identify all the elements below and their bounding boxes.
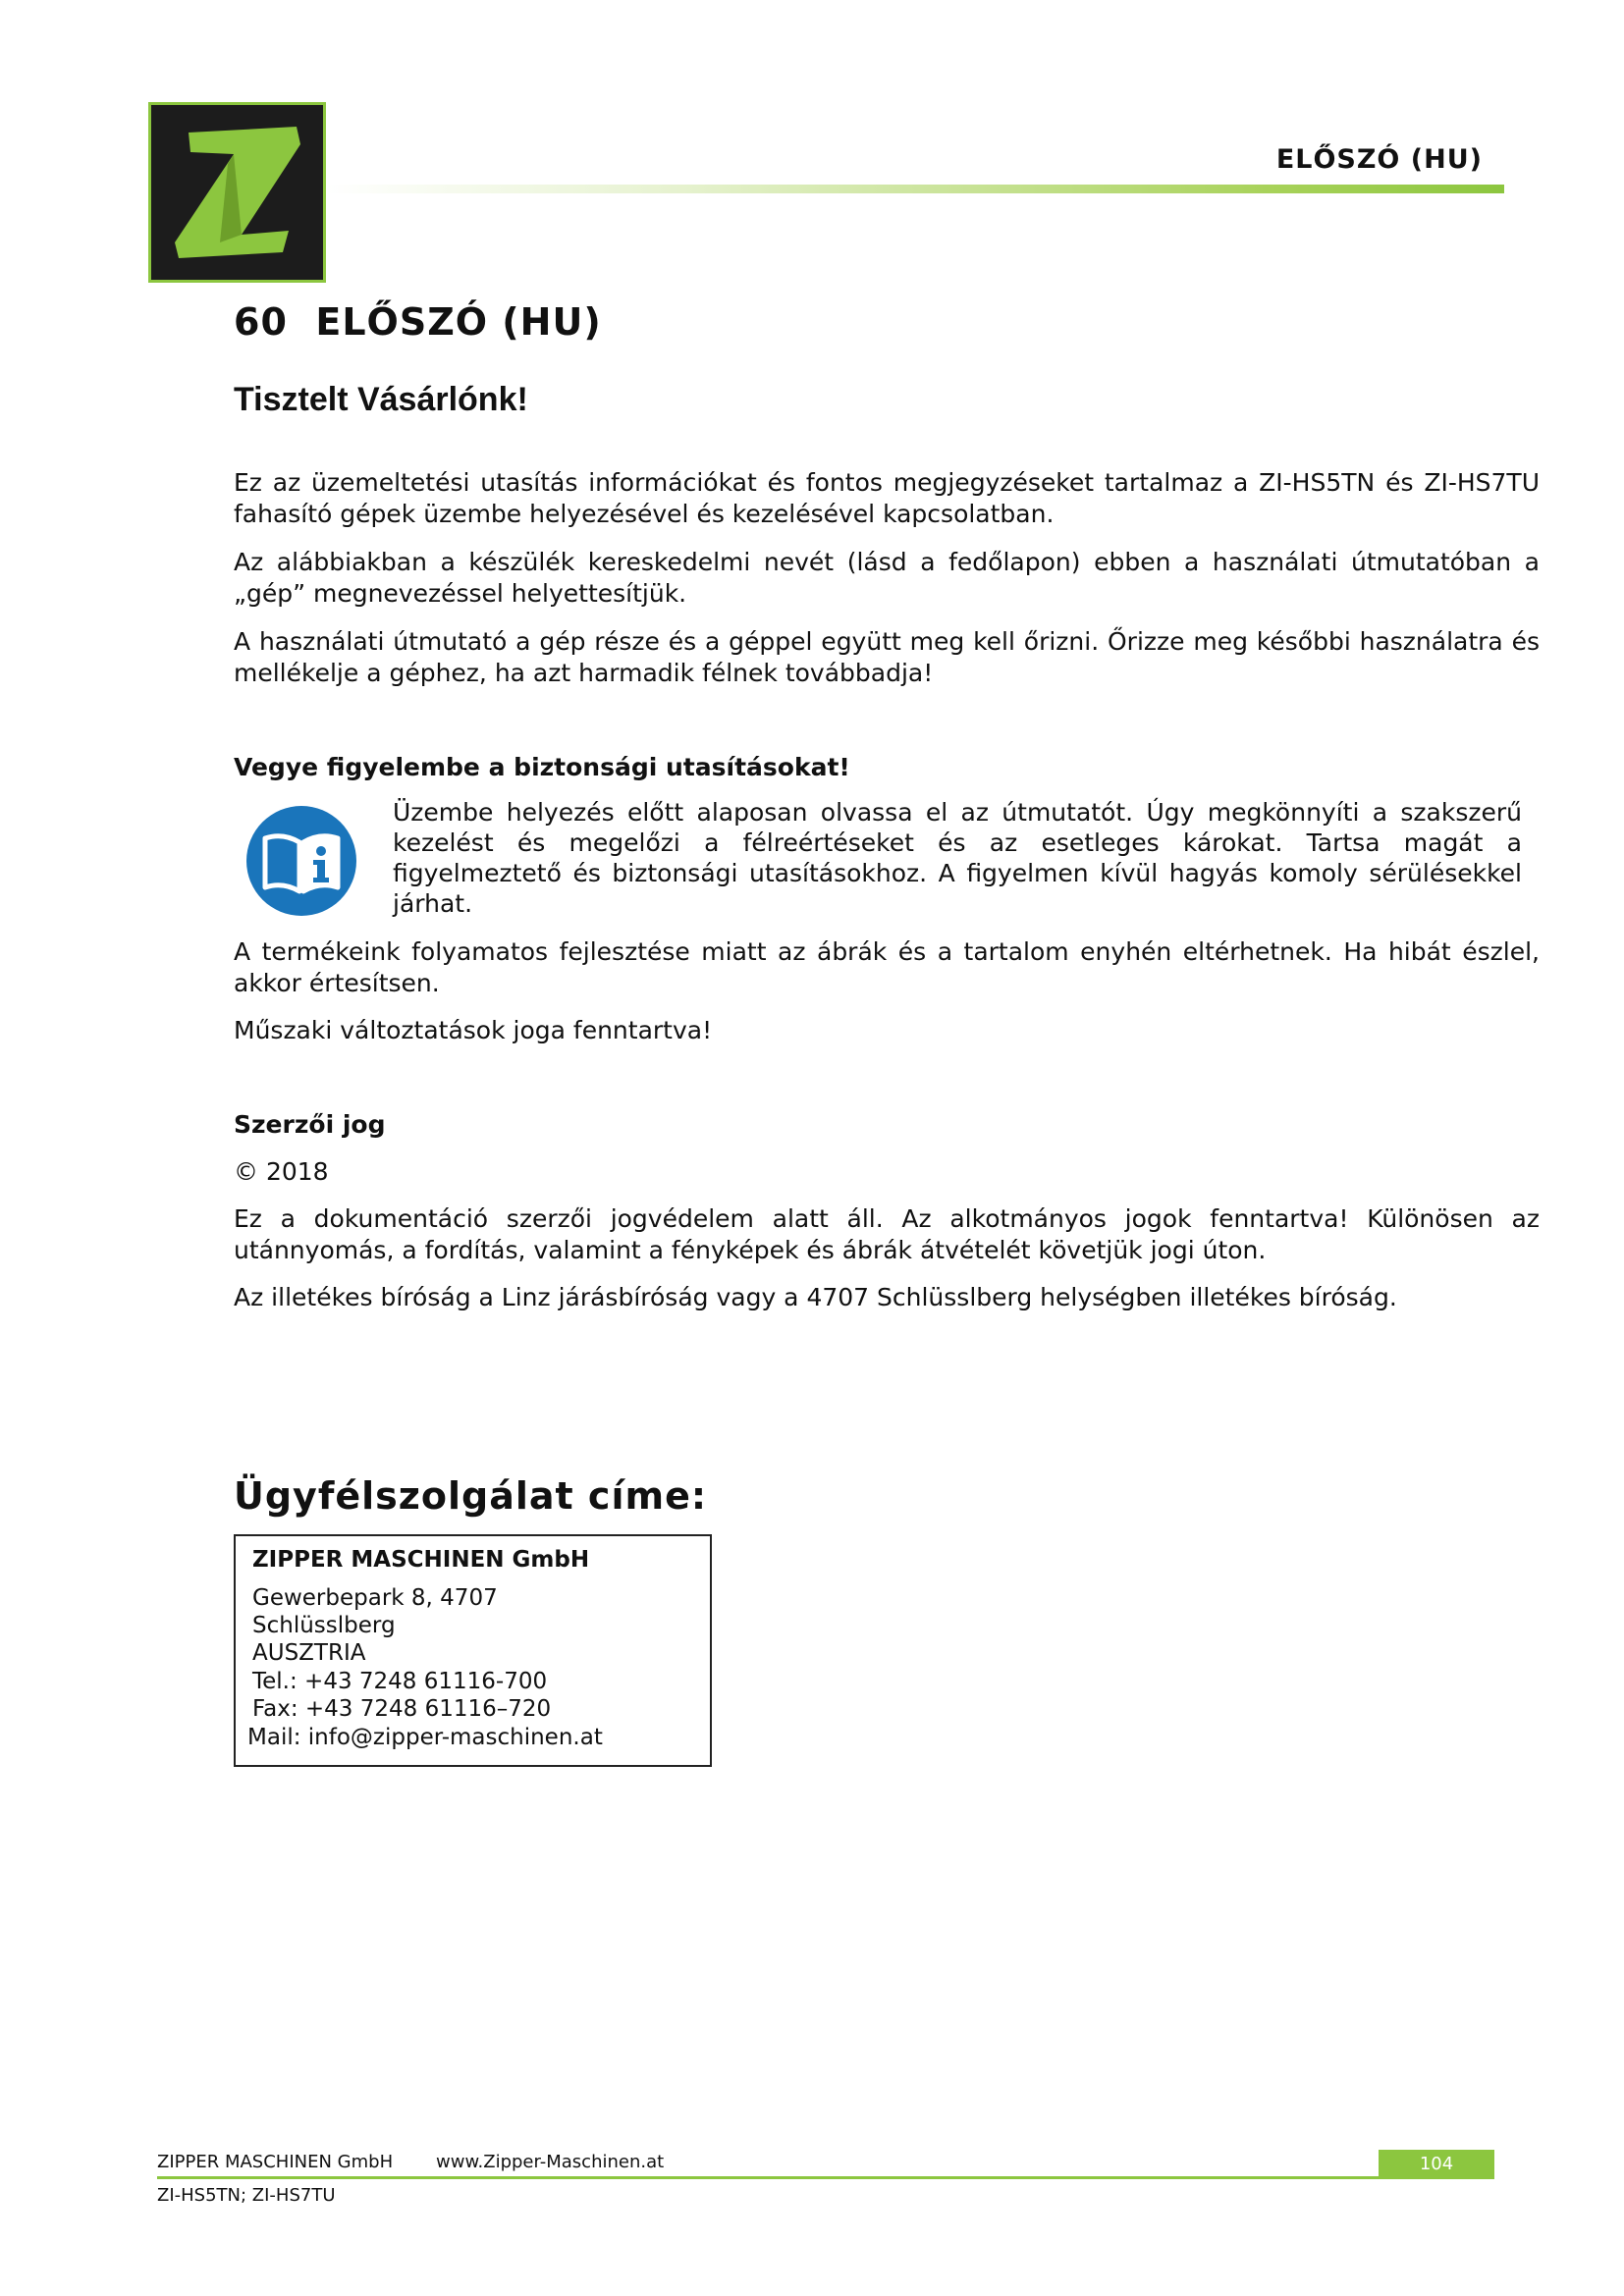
safety-heading: Vegye figyelembe a biztonsági utasításokat! bbox=[234, 753, 850, 781]
copyright-year: © 2018 bbox=[234, 1157, 329, 1186]
section-number: 60 bbox=[234, 300, 288, 344]
footer-website[interactable]: www.Zipper-Maschinen.at bbox=[436, 2152, 665, 2172]
intro-paragraph: Az alábbiakban a készülék kereskedelmi nevét (lásd a fedőlapon) ebben a használati útmutatóban a „gép” megnevezéssel helyettesítjük. bbox=[234, 548, 1540, 608]
section-heading bbox=[234, 300, 602, 344]
contact-phone: Tel.: +43 7248 61116-700 bbox=[252, 1669, 548, 1694]
header-rule bbox=[326, 185, 1504, 193]
section-title: ELŐSZÓ (HU) bbox=[315, 300, 602, 344]
contact-heading: Ügyfélszolgálat címe: bbox=[234, 1474, 708, 1518]
manual-info-icon bbox=[245, 805, 357, 917]
header-title: ELŐSZÓ (HU) bbox=[1275, 144, 1483, 175]
z-logo-icon bbox=[151, 105, 323, 280]
contact-box bbox=[234, 1534, 712, 1767]
page-number: 104 bbox=[1379, 2150, 1494, 2179]
safety-text: Üzembe helyezés előtt alaposan olvassa el az útmutatót. Úgy megkönnyíti a szakszerű kezelést és megelőzi a félreértéseket és az esetleges károkat. Tartsa magát a figyelmeztető és biztonsági utasításokhoz. A figyelmen kívül hagyás komoly sérülésekkel járhat. bbox=[393, 798, 1522, 918]
footer-rule bbox=[157, 2176, 1492, 2179]
footer-company: ZIPPER MASCHINEN GmbH bbox=[157, 2152, 394, 2172]
copyright-paragraph: Ez a dokumentáció szerzői jogvédelem alatt áll. Az alkotmányos jogok fenntartva! Különösen az utánnyomás, a fordítás, valamint a fényképek és ábrák átvételét követjük jogi úton. bbox=[234, 1204, 1540, 1264]
contact-city: Schlüsslberg bbox=[252, 1613, 396, 1638]
zipper-logo bbox=[148, 102, 326, 283]
copyright-paragraph: Az illetékes bíróság a Linz járásbíróság vagy a 4707 Schlüsslberg helységben illetékes bíróság. bbox=[234, 1283, 1397, 1311]
contact-fax: Fax: +43 7248 61116–720 bbox=[252, 1696, 552, 1722]
intro-paragraph: Ez az üzemeltetési utasítás információkat és fontos megjegyzéseket tartalmaz a ZI-HS5TN és ZI-HS7TU fahasító gépek üzembe helyezésével és kezelésével kapcsolatban. bbox=[234, 468, 1540, 528]
safety-note: A termékeink folyamatos fejlesztése miatt az ábrák és a tartalom enyhén eltérhetnek. Ha hibát észlel, akkor értesítsen. bbox=[234, 937, 1540, 997]
contact-address-line: Gewerbepark 8, 4707 bbox=[252, 1585, 498, 1611]
footer-models: ZI-HS5TN; ZI-HS7TU bbox=[157, 2185, 336, 2206]
greeting: Tisztelt Vásárlónk! bbox=[234, 381, 528, 418]
safety-note: Műszaki változtatások joga fenntartva! bbox=[234, 1016, 713, 1044]
copyright-heading: Szerzői jog bbox=[234, 1110, 386, 1139]
contact-company: ZIPPER MASCHINEN GmbH bbox=[252, 1547, 590, 1573]
intro-paragraph: A használati útmutató a gép része és a géppel együtt meg kell őrizni. Őrizze meg későbbi használatra és mellékelje a géphez, ha azt harmadik félnek továbbadja! bbox=[234, 627, 1540, 687]
contact-country: AUSZTRIA bbox=[252, 1640, 366, 1666]
contact-email[interactable]: Mail: info@zipper-maschinen.at bbox=[247, 1725, 603, 1750]
